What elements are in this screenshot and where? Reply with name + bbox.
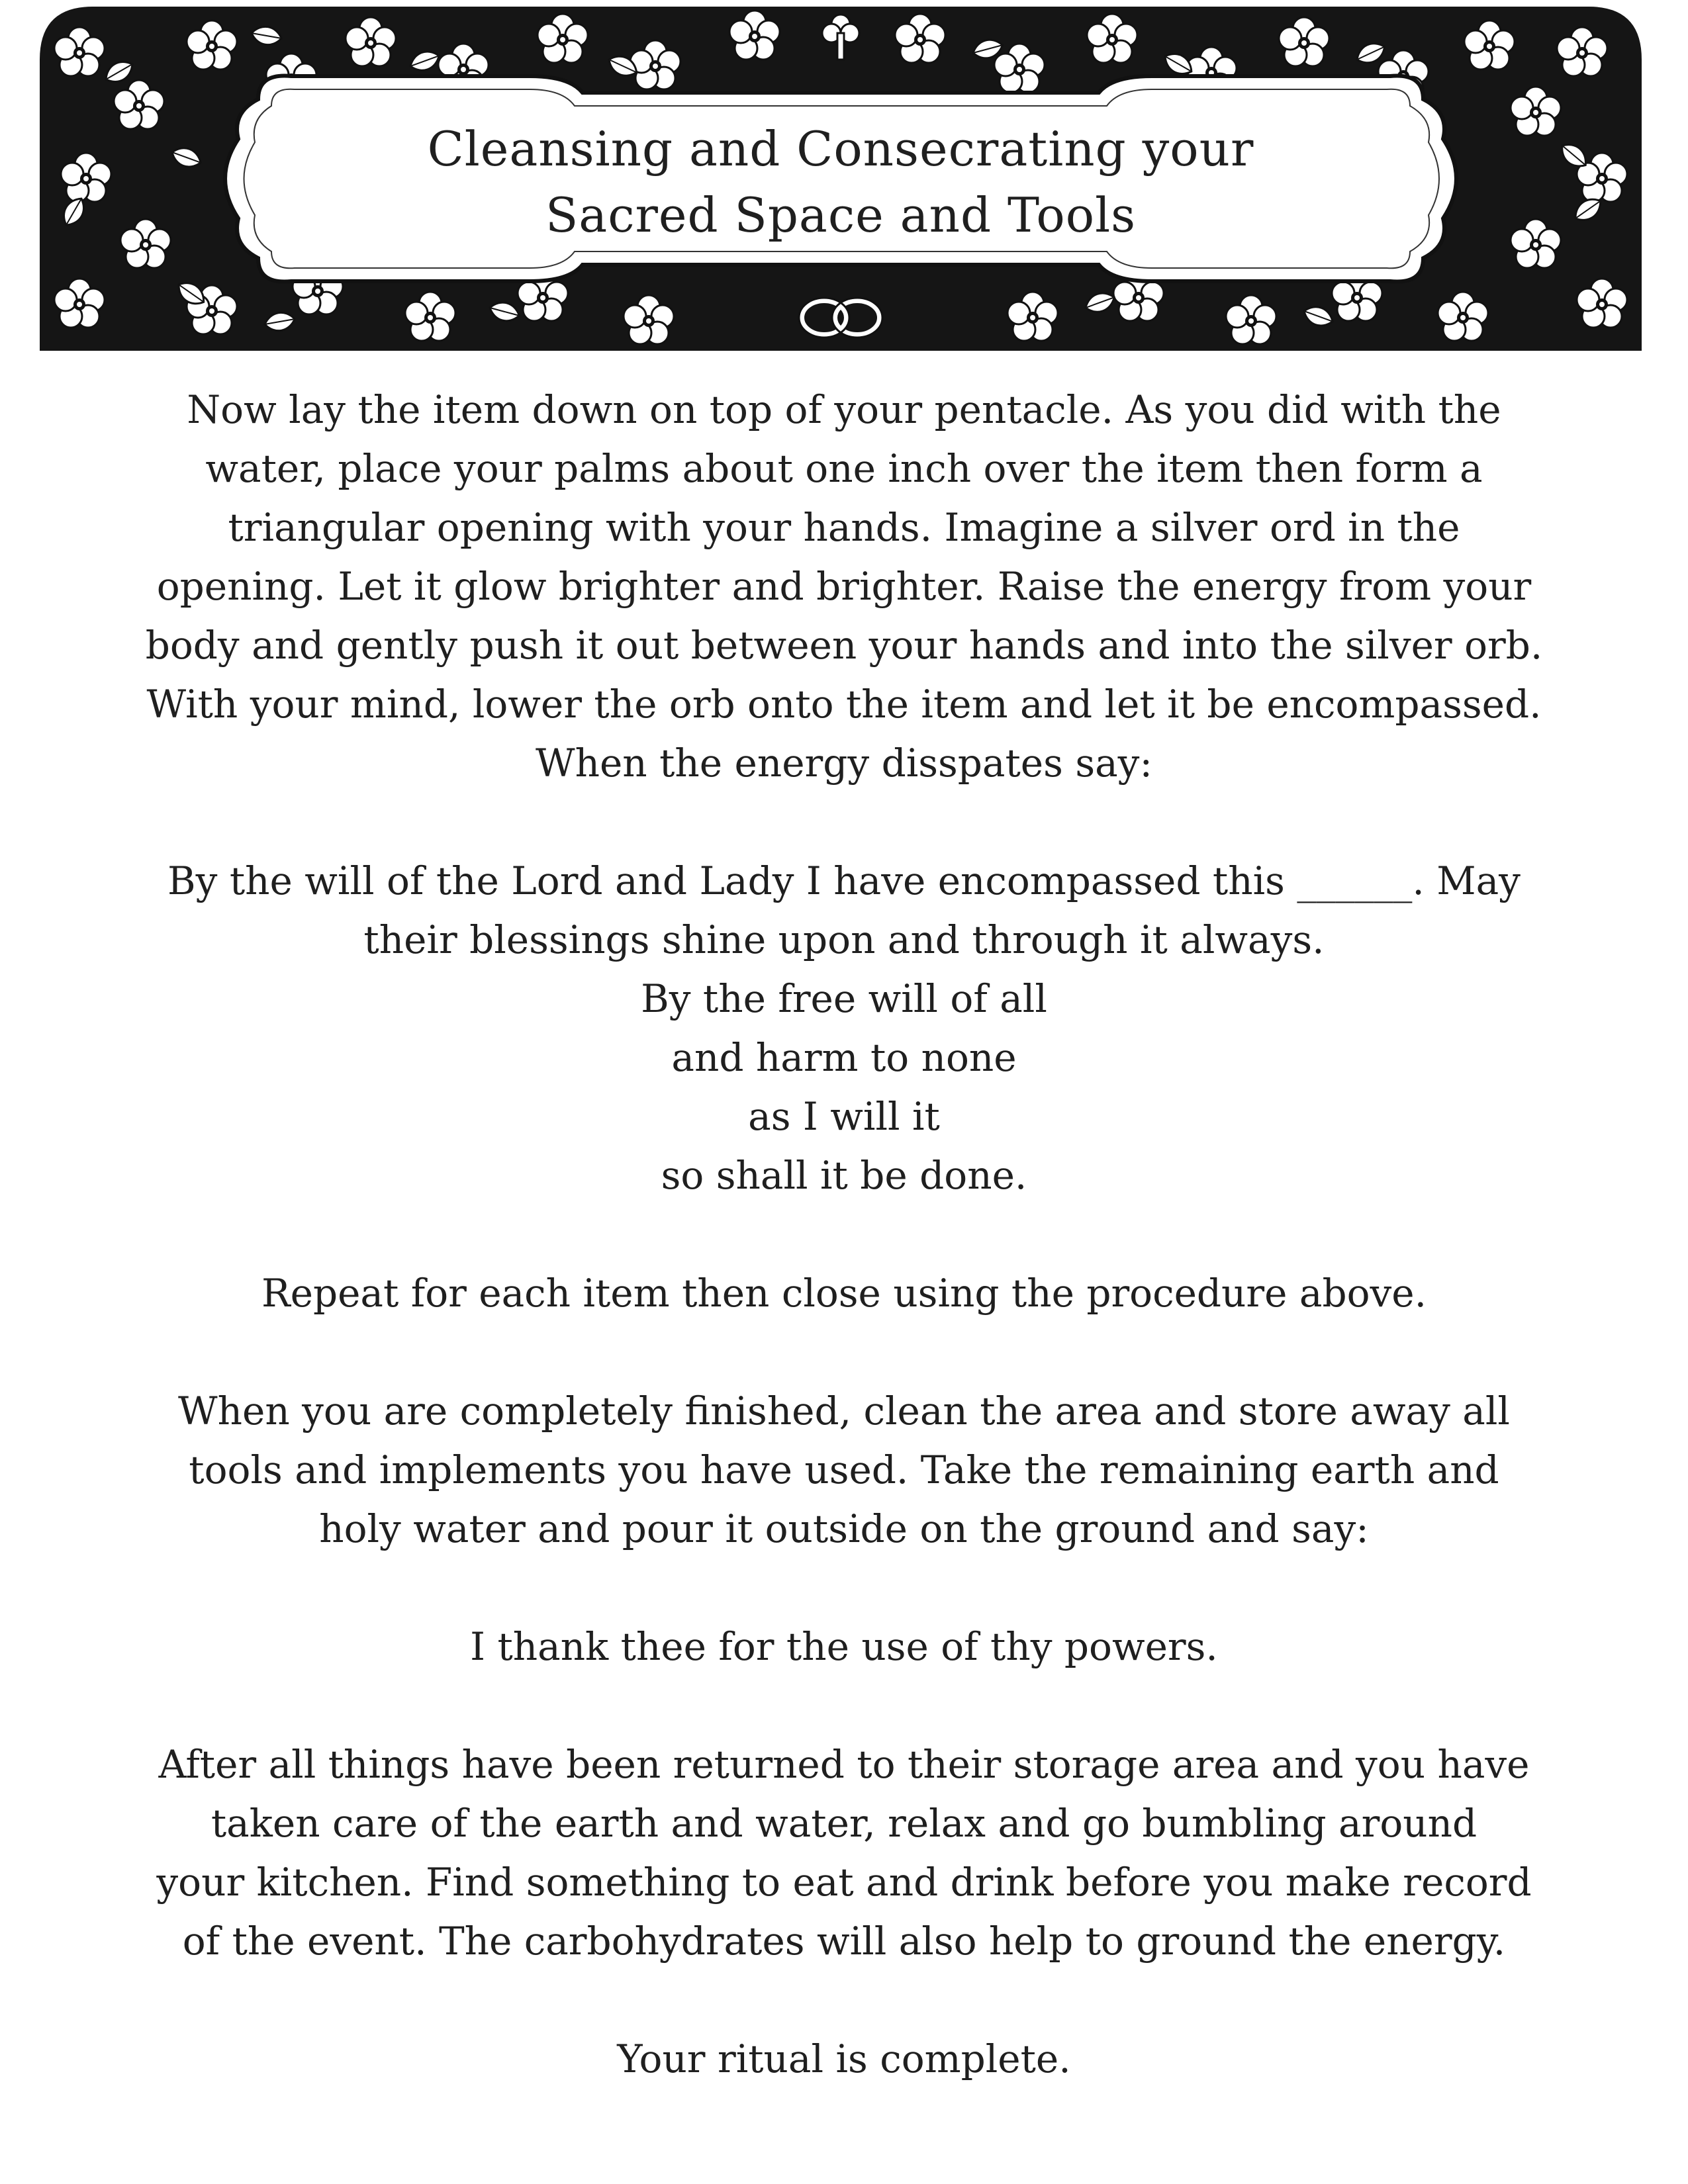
text-line: Your ritual is complete. <box>617 2036 1071 2081</box>
text-line: water, place your palms about one inch over the item then form a <box>205 446 1483 491</box>
paragraph-spacer <box>0 1676 1688 1735</box>
text-line: their blessings shine upon and through it always. <box>363 917 1325 962</box>
paragraph-spacer <box>0 1559 1688 1617</box>
text-line: tools and implements you have used. Take the remaining earth and <box>189 1447 1499 1492</box>
page-title <box>40 116 1642 248</box>
text-line: as I will it <box>748 1094 940 1139</box>
text-line: body and gently push it out between your hands and into the silver orb. <box>145 623 1543 668</box>
text-line: your kitchen. Find something to eat and drink before you make record <box>156 1860 1532 1905</box>
text-line: holy water and pour it outside on the ground and say: <box>319 1506 1369 1551</box>
paragraph-spacer <box>0 793 1688 852</box>
paragraph-spacer <box>0 1205 1688 1264</box>
text-line: of the event. The carbohydrates will also help to ground the energy. <box>182 1919 1506 1964</box>
repeat-paragraph <box>0 1264 1688 1323</box>
title-line-2: Sacred Space and Tools <box>545 187 1137 243</box>
text-line: taken care of the earth and water, relax and go bumbling around <box>211 1801 1477 1846</box>
text-line: I thank thee for the use of thy powers. <box>470 1624 1218 1669</box>
text-line: so shall it be done. <box>661 1153 1027 1198</box>
text-line: opening. Let it glow brighter and brighter. Raise the energy from your <box>156 564 1532 609</box>
closing-line <box>0 2030 1688 2089</box>
text-line: Repeat for each item then close using the procedure above. <box>261 1271 1427 1316</box>
text-line: When you are completely finished, clean the area and store away all <box>178 1388 1510 1433</box>
paragraph-spacer <box>0 1323 1688 1382</box>
text-line: With your mind, lower the orb onto the item and let it be encompassed. <box>146 682 1542 727</box>
after-paragraph <box>0 1735 1688 1971</box>
instructions-paragraph <box>0 381 1688 793</box>
paragraph-spacer <box>0 1971 1688 2030</box>
text-line: After all things have been returned to their storage area and you have <box>158 1742 1530 1787</box>
blessing-verse <box>0 852 1688 1205</box>
text-line: By the free will of all <box>641 976 1047 1021</box>
ritual-text <box>0 381 1688 2089</box>
floral-banner <box>40 7 1642 354</box>
thanks-verse <box>0 1617 1688 1676</box>
text-line: When the energy disspates say: <box>536 741 1152 786</box>
text-line: By the will of the Lord and Lady I have encompassed this ______. May <box>167 858 1521 903</box>
title-line-1: Cleansing and Consecrating your <box>427 121 1254 177</box>
text-line: Now lay the item down on top of your pentacle. As you did with the <box>187 387 1501 432</box>
text-line: triangular opening with your hands. Imagine a silver ord in the <box>228 505 1460 550</box>
text-line: and harm to none <box>671 1035 1017 1080</box>
cleanup-paragraph <box>0 1382 1688 1559</box>
